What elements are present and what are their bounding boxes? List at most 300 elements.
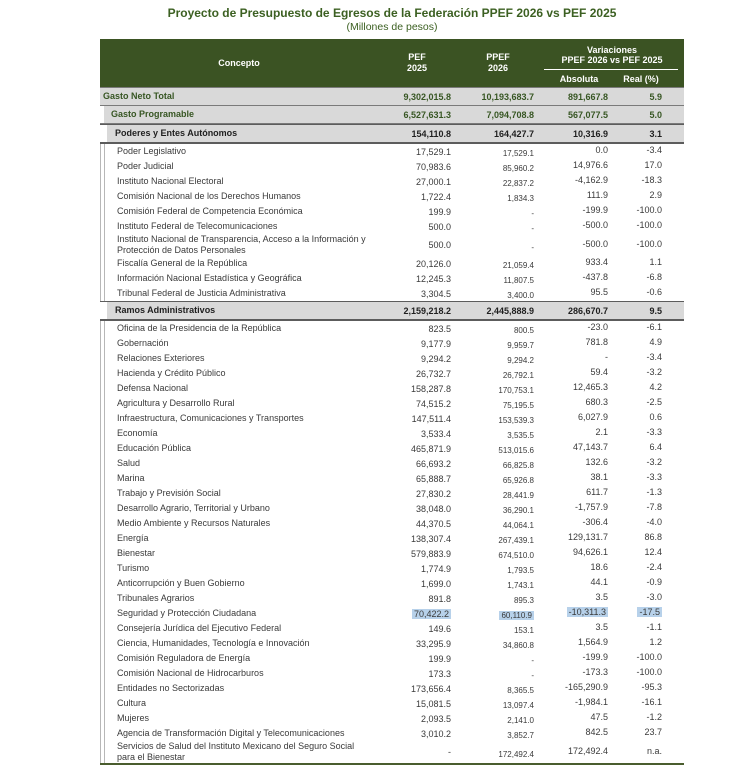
- table-row: [100, 174, 684, 189]
- cell-value: 164,427.7: [493, 128, 534, 139]
- cell-pef-2025: [378, 624, 456, 634]
- cell-value: 1.2: [649, 637, 662, 647]
- cell-value: 38.1: [590, 472, 608, 482]
- cell-pef-2025: [378, 444, 456, 454]
- cell-value: -17.5: [639, 607, 660, 617]
- cell-value: -199.9: [582, 652, 608, 662]
- cell-ppef-2026: [456, 489, 540, 499]
- column-header-concepto: Concepto: [218, 57, 260, 68]
- variaciones-line2: PPEF 2026 vs PEF 2025: [561, 55, 663, 65]
- cell-pef-2025: [378, 609, 456, 619]
- cell-pef-2025: [378, 669, 456, 679]
- cell-pef-2025: [378, 259, 456, 269]
- cell-ppef-2026: [456, 699, 540, 709]
- cell-value: 172,492.4: [498, 749, 534, 759]
- table-row: [100, 219, 684, 234]
- cell-value: -2.5: [646, 397, 662, 407]
- cell-value: -3.4: [646, 145, 662, 155]
- cell-value: -7.8: [646, 502, 662, 512]
- cell-value: 129,131.7: [567, 532, 608, 542]
- cell-value: 147,511.4: [411, 413, 451, 424]
- cell-value: 2.9: [649, 190, 662, 200]
- row-label: Infraestructura, Comunicaciones y Transportes: [117, 413, 304, 423]
- cell-variacion-absoluta: [540, 639, 612, 649]
- cell-value: 47.5: [590, 712, 608, 722]
- cell-value: -1,984.1: [574, 697, 608, 707]
- report-title: Proyecto de Presupuesto de Egresos de la Federación PPEF 2026 vs PEF 2025: [167, 6, 617, 20]
- table-row: [100, 636, 684, 651]
- cell-value: 2.1: [595, 427, 608, 437]
- cell-value: 66,693.2: [415, 458, 451, 469]
- cell-value: 3,010.2: [420, 728, 451, 739]
- cell-value: n.a.: [646, 745, 662, 756]
- cell-value: 1,564.9: [577, 637, 608, 647]
- cell-value: 138,307.4: [410, 533, 451, 544]
- cell-pef-2025: [378, 549, 456, 559]
- table-row: [100, 396, 684, 411]
- cell-ppef-2026: [456, 306, 540, 316]
- cell-value: 9,302,015.8: [403, 91, 451, 102]
- row-label: Ciencia, Humanidades, Tecnología e Innovación: [117, 638, 310, 648]
- cell-value: -100.0: [636, 205, 662, 215]
- cell-variacion-real-pct: [612, 129, 684, 139]
- cell-variacion-absoluta: [540, 162, 612, 172]
- budget-report: [100, 6, 684, 765]
- cell-value: -3.4: [646, 352, 662, 362]
- cell-variacion-real-pct: [612, 259, 684, 269]
- cell-ppef-2026: [456, 429, 540, 439]
- cell-value: 465,871.9: [410, 443, 451, 454]
- cell-ppef-2026: [456, 324, 540, 334]
- table-row: [100, 441, 684, 456]
- cell-value: 1,834.3: [507, 194, 534, 203]
- cell-value: -1,757.9: [574, 502, 608, 512]
- cell-variacion-absoluta: [540, 549, 612, 559]
- cell-variacion-real-pct: [612, 684, 684, 694]
- row-label: Gasto Programable: [111, 109, 195, 119]
- cell-value: 6,027.9: [577, 412, 608, 422]
- cell-variacion-absoluta: [540, 339, 612, 349]
- cell-value: 513,015.6: [498, 446, 534, 455]
- table-row: [100, 471, 684, 486]
- cell-value: 842.5: [585, 727, 608, 737]
- cell-variacion-real-pct: [612, 444, 684, 454]
- cell-ppef-2026: [456, 274, 540, 284]
- cell-value: 674,510.0: [498, 551, 534, 560]
- cell-value: 2,141.0: [507, 716, 534, 725]
- row-label: Salud: [117, 458, 141, 468]
- cell-variacion-absoluta: [540, 92, 612, 102]
- cell-pef-2025: [378, 519, 456, 529]
- cell-variacion-real-pct: [612, 289, 684, 299]
- cell-value: -4,162.9: [574, 175, 608, 185]
- cell-value: 1.1: [649, 257, 662, 267]
- cell-value: 17.0: [644, 160, 662, 170]
- cell-variacion-absoluta: [540, 289, 612, 299]
- cell-value: 17,529.1: [502, 149, 534, 158]
- row-label: Tribunales Agrarios: [117, 593, 195, 603]
- cell-pef-2025: [378, 399, 456, 409]
- cell-variacion-absoluta: [540, 222, 612, 232]
- cell-pef-2025: [378, 192, 456, 202]
- cell-value: -0.6: [646, 287, 662, 297]
- cell-pef-2025: [378, 414, 456, 424]
- table-row: [100, 381, 684, 396]
- cell-variacion-real-pct: [612, 699, 684, 709]
- column-header-ppef-2026: [456, 39, 540, 87]
- cell-value: 173,656.4: [410, 683, 451, 694]
- cell-variacion-real-pct: [612, 504, 684, 514]
- row-label: Entidades no Sectorizadas: [117, 683, 225, 693]
- table-row: [100, 106, 684, 124]
- cell-variacion-absoluta: [540, 729, 612, 739]
- cell-value: 286,670.7: [567, 305, 608, 316]
- row-label: Agencia de Transformación Digital y Telecomunicaciones: [117, 728, 345, 738]
- cell-variacion-absoluta: [540, 519, 612, 529]
- table-row: [100, 321, 684, 336]
- cell-value: 10,193,683.7: [481, 91, 534, 102]
- cell-ppef-2026: [456, 259, 540, 269]
- cell-pef-2025: [378, 639, 456, 649]
- cell-value: -100.0: [636, 667, 662, 677]
- cell-pef-2025: [378, 594, 456, 604]
- cell-variacion-real-pct: [612, 306, 684, 316]
- cell-variacion-absoluta: [540, 594, 612, 604]
- cell-variacion-real-pct: [612, 354, 684, 364]
- cell-variacion-real-pct: [612, 192, 684, 202]
- cell-pef-2025: [378, 324, 456, 334]
- cell-variacion-absoluta: [540, 609, 612, 619]
- table-row: [100, 531, 684, 546]
- cell-pef-2025: [378, 240, 456, 250]
- cell-value: 33,295.9: [415, 638, 451, 649]
- cell-value: 3,400.0: [507, 291, 534, 300]
- cell-variacion-real-pct: [612, 162, 684, 172]
- column-header-real-pct: Real (%): [623, 73, 659, 84]
- cell-value: 7,094,708.8: [486, 109, 534, 120]
- cell-value: 15,081.5: [415, 698, 451, 709]
- cell-value: 154,110.8: [411, 128, 451, 139]
- cell-value: 9,294.2: [420, 353, 451, 364]
- cell-value: -: [531, 656, 534, 665]
- cell-ppef-2026: [456, 609, 540, 619]
- cell-value: 0.0: [595, 145, 608, 155]
- cell-value: 5.0: [649, 109, 662, 120]
- row-label: Instituto Nacional de Transparencia, Acceso a la Información y Protección de Datos Personales: [117, 234, 366, 255]
- row-label: Energía: [117, 533, 149, 543]
- cell-value: 153.1: [513, 626, 534, 635]
- cell-variacion-absoluta: [540, 654, 612, 664]
- pef-line1: PEF: [408, 52, 426, 62]
- cell-value: 22,837.2: [502, 179, 534, 188]
- cell-value: -23.0: [587, 322, 608, 332]
- table-row: [100, 741, 684, 763]
- cell-variacion-absoluta: [540, 459, 612, 469]
- cell-pef-2025: [378, 459, 456, 469]
- cell-value: 172,492.4: [567, 745, 608, 756]
- cell-variacion-absoluta: [540, 259, 612, 269]
- table-row: [100, 681, 684, 696]
- cell-pef-2025: [378, 489, 456, 499]
- cell-value: 9.5: [649, 305, 662, 316]
- cell-value: 47,143.7: [572, 442, 608, 452]
- cell-variacion-absoluta: [540, 147, 612, 157]
- cell-value: -18.3: [641, 175, 662, 185]
- cell-value: 3,852.7: [507, 731, 534, 740]
- cell-value: -173.3: [582, 667, 608, 677]
- cell-value: -199.9: [582, 205, 608, 215]
- cell-variacion-real-pct: [612, 429, 684, 439]
- cell-value: -100.0: [636, 220, 662, 230]
- cell-ppef-2026: [456, 564, 540, 574]
- cell-value: 153,539.3: [498, 416, 534, 425]
- cell-value: 86.8: [644, 532, 662, 542]
- cell-value: 23.7: [644, 727, 662, 737]
- cell-value: 13,097.4: [502, 701, 534, 710]
- cell-pef-2025: [378, 274, 456, 284]
- row-label: Trabajo y Previsión Social: [117, 488, 221, 498]
- row-label: Cultura: [117, 698, 147, 708]
- table-row: [100, 159, 684, 174]
- row-label: Economía: [117, 428, 158, 438]
- variaciones-group-label: [540, 39, 684, 68]
- cell-variacion-real-pct: [612, 240, 684, 250]
- cell-value: 70,422.2: [413, 608, 449, 619]
- cell-value: 1,722.4: [420, 191, 451, 202]
- table-row: [100, 144, 684, 159]
- cell-value: 36,290.1: [502, 506, 534, 515]
- cell-value: 75,195.5: [502, 401, 534, 410]
- cell-variacion-real-pct: [612, 729, 684, 739]
- cell-value: 11,807.5: [503, 276, 534, 285]
- table-row: [100, 576, 684, 591]
- cell-value: 9,959.7: [507, 341, 534, 350]
- row-label: Tribunal Federal de Justicia Administrativa: [117, 288, 286, 298]
- cell-pef-2025: [378, 354, 456, 364]
- cell-value: -: [531, 671, 534, 680]
- row-label: Comisión Nacional de Hidrocarburos: [117, 668, 264, 678]
- row-label: Ramos Administrativos: [115, 305, 216, 315]
- cell-variacion-real-pct: [612, 110, 684, 120]
- row-label: Relaciones Exteriores: [117, 353, 205, 363]
- cell-value: 94,626.1: [572, 547, 608, 557]
- cell-value: 74,515.2: [415, 398, 451, 409]
- cell-ppef-2026: [456, 414, 540, 424]
- cell-variacion-real-pct: [612, 147, 684, 157]
- cell-value: 579,883.9: [410, 548, 451, 559]
- cell-variacion-absoluta: [540, 274, 612, 284]
- cell-value: 933.4: [585, 257, 608, 267]
- cell-value: -6.1: [646, 322, 662, 332]
- cell-value: 65,926.8: [502, 476, 534, 485]
- table-row: [100, 651, 684, 666]
- table-body: [100, 87, 684, 765]
- cell-value: 2,093.5: [420, 713, 451, 724]
- ppef-line2: 2026: [487, 63, 509, 73]
- cell-ppef-2026: [456, 579, 540, 589]
- row-label: Hacienda y Crédito Público: [117, 368, 226, 378]
- cell-value: 27,000.1: [415, 176, 451, 187]
- row-label: Poder Legislativo: [117, 146, 187, 156]
- cell-pef-2025: [378, 162, 456, 172]
- cell-value: -1.3: [646, 487, 662, 497]
- cell-pef-2025: [378, 699, 456, 709]
- table-row: [100, 621, 684, 636]
- cell-ppef-2026: [456, 474, 540, 484]
- cell-value: 0.6: [649, 412, 662, 422]
- table-row: [100, 301, 684, 321]
- cell-value: 28,441.9: [502, 491, 534, 500]
- cell-variacion-absoluta: [540, 534, 612, 544]
- cell-value: -3.3: [646, 427, 662, 437]
- cell-value: 95.5: [590, 287, 608, 297]
- cell-value: 1,699.0: [420, 578, 451, 589]
- cell-ppef-2026: [456, 222, 540, 232]
- cell-ppef-2026: [456, 669, 540, 679]
- table-row: [100, 606, 684, 621]
- cell-value: 34,860.8: [502, 641, 534, 650]
- cell-value: 1,743.1: [507, 581, 534, 590]
- cell-variacion-real-pct: [612, 369, 684, 379]
- cell-variacion-absoluta: [540, 110, 612, 120]
- cell-variacion-absoluta: [540, 240, 612, 250]
- cell-value: 9,294.2: [507, 356, 534, 365]
- cell-variacion-real-pct: [612, 399, 684, 409]
- cell-ppef-2026: [456, 534, 540, 544]
- ppef-line1: PPEF: [486, 52, 510, 62]
- cell-pef-2025: [378, 729, 456, 739]
- cell-variacion-absoluta: [540, 444, 612, 454]
- cell-ppef-2026: [456, 459, 540, 469]
- cell-ppef-2026: [456, 654, 540, 664]
- cell-ppef-2026: [456, 177, 540, 187]
- row-label: Fiscalía General de la República: [117, 258, 248, 268]
- cell-variacion-absoluta: [540, 504, 612, 514]
- cell-value: 12,465.3: [572, 382, 608, 392]
- cell-value: -: [531, 242, 534, 252]
- row-label: Poder Judicial: [117, 161, 174, 171]
- cell-pef-2025: [378, 747, 456, 757]
- cell-value: 895.3: [513, 596, 534, 605]
- cell-value: -306.4: [582, 517, 608, 527]
- row-label: Poderes y Entes Autónomos: [115, 128, 238, 138]
- row-label: Gasto Neto Total: [103, 91, 175, 101]
- table-row: [100, 286, 684, 301]
- cell-variacion-absoluta: [540, 306, 612, 316]
- table-row: [100, 256, 684, 271]
- cell-value: -16.1: [641, 697, 662, 707]
- cell-value: 567,077.5: [567, 109, 608, 120]
- cell-variacion-absoluta: [540, 384, 612, 394]
- row-label: Servicios de Salud del Instituto Mexicano del Seguro Social para el Bienestar: [117, 741, 355, 762]
- table-row: [100, 726, 684, 741]
- cell-variacion-absoluta: [540, 324, 612, 334]
- cell-variacion-real-pct: [612, 222, 684, 232]
- cell-value: 38,048.0: [415, 503, 451, 514]
- cell-value: 781.8: [585, 337, 608, 347]
- cell-value: -1.2: [646, 712, 662, 722]
- cell-pef-2025: [378, 92, 456, 102]
- cell-value: 132.6: [585, 457, 608, 467]
- cell-ppef-2026: [456, 192, 540, 202]
- cell-variacion-absoluta: [540, 354, 612, 364]
- cell-variacion-real-pct: [612, 669, 684, 679]
- cell-variacion-real-pct: [612, 564, 684, 574]
- cell-value: -3.3: [646, 472, 662, 482]
- cell-value: 12.4: [644, 547, 662, 557]
- cell-pef-2025: [378, 339, 456, 349]
- cell-value: -4.0: [646, 517, 662, 527]
- cell-ppef-2026: [456, 549, 540, 559]
- row-label: Mujeres: [117, 713, 150, 723]
- cell-value: 26,792.1: [502, 371, 534, 380]
- cell-value: 60,110.9: [501, 611, 532, 620]
- cell-value: 59.4: [590, 367, 608, 377]
- cell-value: 44,370.5: [415, 518, 451, 529]
- table-row: [100, 234, 684, 256]
- cell-value: 17,529.1: [415, 146, 451, 157]
- cell-value: -100.0: [636, 238, 662, 249]
- cell-ppef-2026: [456, 240, 540, 250]
- table-header: [100, 39, 684, 87]
- cell-pef-2025: [378, 369, 456, 379]
- cell-pef-2025: [378, 306, 456, 316]
- table-row: [100, 666, 684, 681]
- cell-pef-2025: [378, 222, 456, 232]
- row-label: Información Nacional Estadística y Geográfica: [117, 273, 302, 283]
- cell-variacion-real-pct: [612, 639, 684, 649]
- row-label: Seguridad y Protección Ciudadana: [117, 608, 257, 618]
- cell-pef-2025: [378, 429, 456, 439]
- cell-value: 70,983.6: [415, 161, 451, 172]
- cell-variacion-absoluta: [540, 129, 612, 139]
- table-row: [100, 486, 684, 501]
- cell-value: -1.1: [646, 622, 662, 632]
- cell-pef-2025: [378, 177, 456, 187]
- cell-variacion-absoluta: [540, 747, 612, 757]
- cell-pef-2025: [378, 534, 456, 544]
- table-row: [100, 711, 684, 726]
- cell-variacion-real-pct: [612, 519, 684, 529]
- cell-value: -100.0: [636, 652, 662, 662]
- cell-value: 680.3: [585, 397, 608, 407]
- cell-value: -3.2: [646, 457, 662, 467]
- cell-variacion-real-pct: [612, 747, 684, 757]
- table-row: [100, 696, 684, 711]
- cell-value: 199.9: [428, 653, 451, 664]
- row-label: Comisión Federal de Competencia Económica: [117, 206, 303, 216]
- cell-value: 5.9: [649, 91, 662, 102]
- cell-pef-2025: [378, 207, 456, 217]
- cell-value: -500.0: [582, 238, 608, 249]
- cell-variacion-real-pct: [612, 549, 684, 559]
- cell-pef-2025: [378, 147, 456, 157]
- cell-variacion-absoluta: [540, 429, 612, 439]
- cell-pef-2025: [378, 474, 456, 484]
- cell-ppef-2026: [456, 594, 540, 604]
- cell-pef-2025: [378, 110, 456, 120]
- cell-value: -3.0: [646, 592, 662, 602]
- cell-variacion-real-pct: [612, 459, 684, 469]
- cell-value: 65,888.7: [415, 473, 451, 484]
- row-label: Educación Pública: [117, 443, 192, 453]
- table-row: [100, 516, 684, 531]
- row-label: Turismo: [117, 563, 150, 573]
- variaciones-subheaders: [540, 70, 684, 87]
- row-label: Instituto Nacional Electoral: [117, 176, 224, 186]
- table-row: [100, 561, 684, 576]
- cell-value: -: [605, 352, 608, 362]
